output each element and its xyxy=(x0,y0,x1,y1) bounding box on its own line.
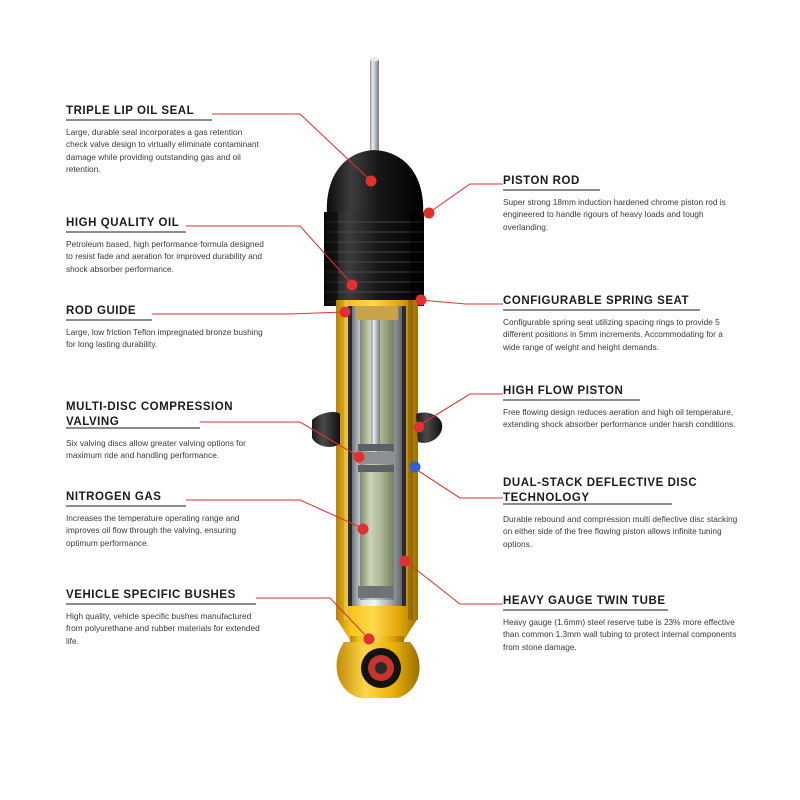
callout-body: Free flowing design reduces aeration and high oil temperature, extending shock absorber performance under harsh conditions. xyxy=(503,407,736,430)
callout-title: TRIPLE LIP OIL SEAL xyxy=(66,105,195,117)
high-flow-piston xyxy=(358,452,394,464)
callout-title: VEHICLE SPECIFIC BUSHES xyxy=(66,589,236,601)
callout-body: Six valving discs allow greater valving options for maximum ride and handling performance. xyxy=(66,438,246,461)
callout-body: Super strong 18mm induction hardened chrome piston rod is engineered to handle rigours of heavy loads and tough overlanding. xyxy=(503,197,726,232)
compression-disc-stack xyxy=(358,465,394,472)
callout-title: MULTI-DISC COMPRESSION VALVING xyxy=(66,401,234,428)
callout-body: High quality, vehicle specific bushes manufactured from polyurethane and rubber materials for extended life. xyxy=(66,611,260,646)
callout-nitrogen-gas xyxy=(66,490,266,549)
callout-title: ROD GUIDE xyxy=(66,305,137,317)
callout-multi-disc-compression-valving xyxy=(66,400,266,462)
callout-title: NITROGEN GAS xyxy=(66,491,162,503)
spring-seat-right xyxy=(416,412,442,442)
callout-body: Heavy gauge (1.6mm) steel reserve tube is 23% more effective than common 1.3mm wall tubing to protect internal components from stone damage. xyxy=(503,617,737,652)
callout-heavy-gauge-twin-tube xyxy=(503,594,741,653)
rod-guide xyxy=(356,306,398,320)
callout-triple-lip-oil-seal xyxy=(66,104,266,176)
spring-seat-left xyxy=(312,412,340,447)
callout-rod-guide xyxy=(66,304,266,351)
callout-body: Durable rebound and compression multi deflective disc stacking on either side of the free flowing piston allows infinite tuning options. xyxy=(503,514,738,549)
callout-title: HIGH QUALITY OIL xyxy=(66,217,180,229)
callout-body: Large, low friction Teflon impregnated bronze bushing for long lasting durability. xyxy=(66,327,263,350)
callout-vehicle-specific-bushes xyxy=(66,588,266,647)
base-valve xyxy=(358,586,394,598)
callout-title: DUAL-STACK DEFLECTIVE DISC TECHNOLOGY xyxy=(503,477,698,504)
callout-high-quality-oil xyxy=(66,216,266,275)
callout-configurable-spring-seat xyxy=(503,294,741,353)
inner-piston-rod xyxy=(371,306,380,456)
dust-boot-dome xyxy=(327,150,423,214)
callout-dual-stack-deflective-disc-technology xyxy=(503,476,741,550)
callout-piston-rod xyxy=(503,174,741,233)
callout-body: Petroleum based, high performance formula designed to resist fade and aeration for improved durability and shock absorber performance. xyxy=(66,239,264,274)
callout-body: Configurable spring seat utilizing spacing rings to provide 5 different positions in 5mm increments. Accommodating for a wide range of weight and height demands. xyxy=(503,317,723,352)
callout-title: CONFIGURABLE SPRING SEAT xyxy=(503,295,690,307)
callout-title: PISTON ROD xyxy=(503,175,580,187)
rebound-disc-stack xyxy=(358,444,394,451)
callout-body: Increases the temperature operating range and improves oil flow through the valving, ensuring optimum performance. xyxy=(66,513,240,548)
dust-boot-bellows xyxy=(324,212,424,306)
callout-body: Large, durable seal incorporates a gas retention check valve design to virtually eliminate contaminant damage while providing outstanding gas and oil retention. xyxy=(66,127,259,175)
callout-high-flow-piston xyxy=(503,384,741,431)
callout-title: HIGH FLOW PISTON xyxy=(503,385,624,397)
callout-title: HEAVY GAUGE TWIN TUBE xyxy=(503,595,666,607)
